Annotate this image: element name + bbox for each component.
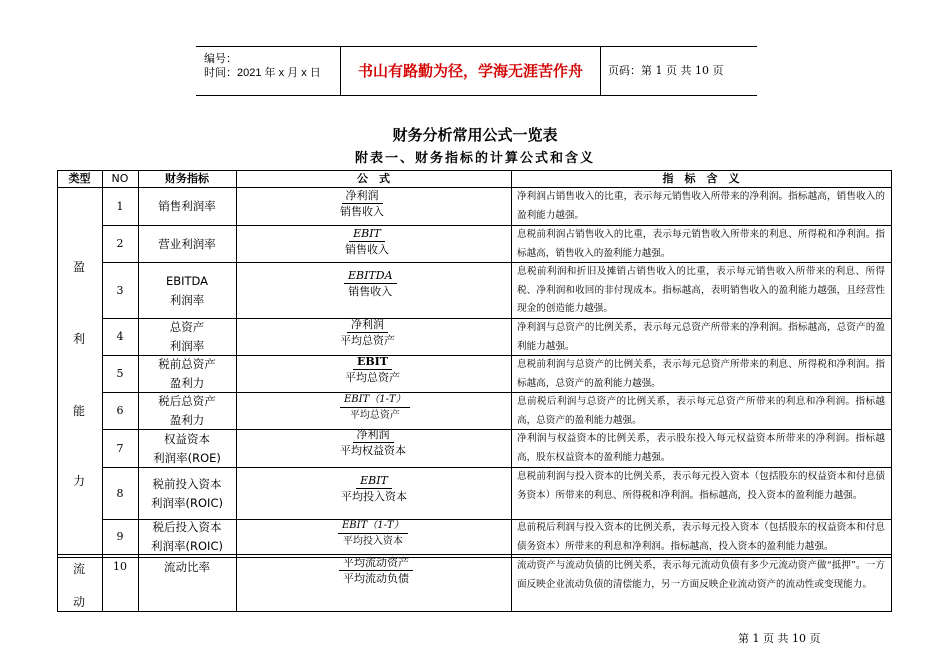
- indicator-name: 总资产 利润率: [169, 320, 205, 353]
- row-number: 9: [116, 530, 124, 543]
- indicator-name: 税后投入资本 利润率(ROIC): [151, 520, 223, 553]
- indicator-name: 税前总资产 盈利力: [158, 357, 216, 390]
- formula-numerator: 平均流动资产: [339, 556, 413, 571]
- table-border: [57, 170, 58, 612]
- formula-denominator: 平均投入资本: [341, 490, 407, 503]
- category-char: 利: [73, 332, 86, 346]
- formula: [341, 355, 404, 384]
- column-divider: [236, 170, 237, 612]
- formula: [337, 474, 411, 503]
- indicator-meaning: 息税前利润与投入资本的比例关系，表示每元投入资本（包括股东的权益资本和付息债务资本）所带来的利息、所得税和净利润。指标越高，投入资本的盈利能力越强。: [517, 471, 885, 501]
- indicator-meaning: 息税前利润和折旧及摊销占销售收入的比重，表示每元销售收入所带来的利息、所得税、净利润和收回的非付现成本。指标越高，表明销售收入的盈利能力越强，且经营性现金的创造能力越强。: [517, 266, 885, 315]
- indicator-name: 权益资本 利润率(ROE): [153, 431, 221, 465]
- formula-denominator: 平均流动负债: [343, 572, 409, 585]
- formula-denominator: 平均投入资本: [342, 536, 403, 547]
- indicator-meaning: 息税前利润与总资产的比例关系，表示每元总资产所带来的利息、所得税和净利润。指标越高，总资产的盈利能力越强。: [517, 359, 885, 389]
- formula-denominator: 平均总资产: [349, 410, 400, 421]
- formula: [338, 519, 408, 548]
- row-number: 10: [113, 560, 127, 573]
- formula-denominator: 销售收入: [348, 285, 393, 298]
- row-number: 6: [116, 404, 124, 417]
- formula-numerator: EBIT: [349, 227, 385, 242]
- page-title: 财务分析常用公式一览表: [392, 126, 558, 144]
- table-border: [57, 611, 892, 612]
- formula: [344, 269, 397, 298]
- indicator-name: 税后总资产 盈利力: [158, 394, 216, 427]
- indicator-meaning: 净利润与总资产的比例关系，表示每元总资产所带来的净利润。指标越高，总资产的盈利能力越强。: [517, 322, 885, 352]
- category-char: 能: [73, 404, 86, 418]
- indicator-meaning: 流动资产与流动负债的比例关系，表示每元流动负债有多少元流动资产做“抵押”。一方面反映企业流动负债的清偿能力，另一方面反映企业流动资产的流动性或变现能力。: [517, 560, 885, 590]
- formula-table: [57, 170, 892, 612]
- header-motto: 书山有路勤为径，学海无涯苦作舟: [341, 47, 601, 95]
- header-page-info: 页码：第 1 页 共 10 页: [608, 64, 724, 77]
- indicator-meaning: 息前税后利润与总资产的比例关系，表示每元总资产所带来的利息和净利润。指标越高，总资产的盈利能力越强。: [517, 396, 885, 426]
- category-char: 流: [73, 562, 86, 576]
- formula: [336, 428, 410, 457]
- category-char: 盈: [73, 260, 86, 274]
- header-meta: [196, 47, 341, 95]
- row-number: 7: [116, 441, 124, 455]
- indicator-name: 流动比率: [164, 559, 210, 574]
- table-subtitle: 附表一、财务指标的计算公式和含义: [354, 151, 595, 166]
- indicator-meaning: 净利润占销售收入的比重，表示每元销售收入所带来的净利润。指标越高，销售收入的盈利能力越强。: [517, 191, 885, 221]
- formula-numerator: EBIT: [353, 355, 392, 370]
- formula-numerator: 净利润: [347, 318, 388, 333]
- indicator-name: 税前投入资本 利润率(ROIC): [151, 476, 223, 510]
- number-label: 编号：: [204, 53, 237, 65]
- header-meaning: 指 标 含 义: [662, 172, 740, 185]
- formula-denominator: 销售收入: [345, 243, 389, 256]
- category-char: 动: [73, 595, 86, 609]
- formula-numerator: EBITDA: [344, 269, 397, 284]
- indicator-name: 销售利润率: [158, 199, 216, 213]
- row-number: 3: [116, 283, 124, 297]
- formula-denominator: 平均权益资本: [340, 444, 406, 457]
- header-indicator: 财务指标: [165, 172, 209, 185]
- table-border: [891, 170, 892, 612]
- row-number: 4: [116, 330, 124, 343]
- formula: [336, 318, 399, 347]
- formula-denominator: 平均总资产: [345, 371, 400, 384]
- time-label: 时间：2021 年 x 月 x 日: [204, 67, 321, 79]
- formula: [340, 393, 410, 422]
- header-formula: 公 式: [357, 172, 390, 185]
- formula-denominator: 平均总资产: [340, 334, 395, 347]
- row-number: 1: [116, 199, 124, 213]
- formula-numerator: EBIT（1-T）: [340, 393, 410, 408]
- formula: [341, 227, 393, 256]
- indicator-meaning: 息税前利润占销售收入的比重，表示每元销售收入所带来的利息、所得税和净利润。指标越高，销售收入的盈利能力越强。: [517, 229, 885, 259]
- formula-numerator: 净利润: [342, 189, 383, 204]
- indicator-meaning: 净利润与权益资本的比例关系，表示股东投入每元权益资本所带来的净利润。指标越高，股东权益资本的盈利能力越强。: [517, 433, 885, 463]
- row-number: 2: [116, 237, 124, 250]
- row-number: 8: [116, 486, 124, 500]
- category-char: 力: [73, 474, 86, 488]
- indicator-name: 营业利润率: [158, 236, 216, 251]
- document-header: [196, 46, 757, 96]
- formula-denominator: 销售收入: [340, 205, 384, 218]
- indicator-name: EBITDA 利润率: [165, 273, 209, 307]
- header-type: 类型: [68, 172, 91, 185]
- indicator-meaning: 息前税后利润与投入资本的比例关系，表示每元投入资本（包括股东的权益资本和付息债务资本）所带来的利息和净利润。指标越高，投入资本的盈利能力越强。: [517, 522, 885, 552]
- formula: [339, 556, 413, 585]
- formula-numerator: EBIT（1-T）: [338, 519, 408, 534]
- formula-numerator: EBIT: [356, 474, 392, 489]
- formula: [336, 189, 388, 218]
- row-number: 5: [116, 367, 124, 380]
- formula-numerator: 净利润: [353, 428, 394, 443]
- header-no: NO: [111, 172, 129, 185]
- page-footer: 第 1 页 共 10 页: [738, 632, 821, 645]
